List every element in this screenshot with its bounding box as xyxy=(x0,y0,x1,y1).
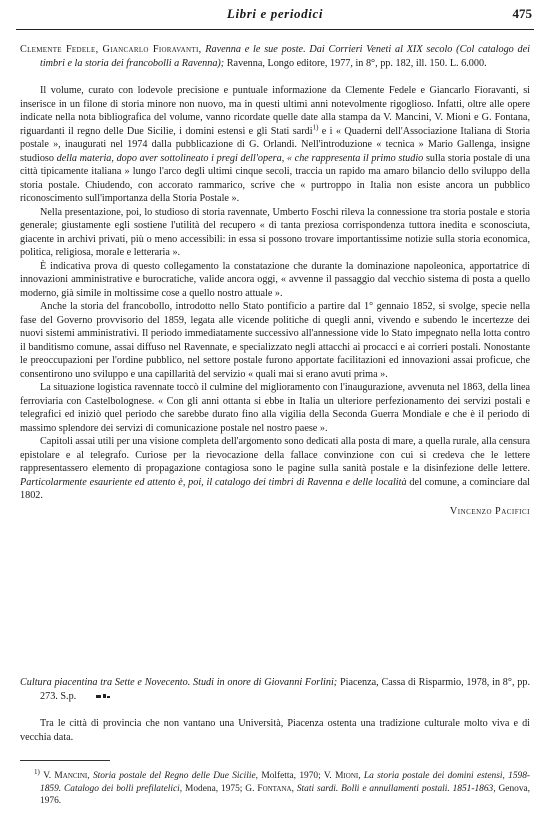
footnote-text: Genova, 1976. xyxy=(40,783,531,807)
paragraph-italic: della materia, dopo aver sottolineato i pregi dell'opera, « che rappresenta il primo studio xyxy=(56,152,424,164)
paragraph-text: e i « Quaderni dell'Associazione Italiana di Storia postale », inaugurati nel 1974 dalla pubblicazione di G. Orlandi. Nell'introduzione « tecnica » Mario Gallenga, insigne studioso xyxy=(20,125,530,164)
citation-publication: Piacenza, Cassa di Risparmio, 1978, in 8°, pp. 273. S.p. xyxy=(40,677,531,702)
footnote xyxy=(20,767,531,808)
ink-mark-icon xyxy=(96,694,110,699)
review-cultura-piacentina xyxy=(20,676,530,744)
footnote-title: Stati sardi. Bolli e annullamenti postali. 1851-1863, xyxy=(296,783,496,794)
review-citation xyxy=(20,43,530,70)
paragraph-text: Il volume, curato con lodevole precisione e puntuale informazione da Clemente Fedele e Giancarlo Fioravanti, si inserisce in un filone di storia minore non nuovo, ma in questi ultimi anni notevolmente rigoglioso. Infatti, oltre alle opere indicate nella nota bibliografica del volume, vanno ricordate quelle date alla stampa da V. Mancini, V. Mioni e G. Fontana, riguardanti il regno delle Due Sicilie, i domini estensi e gli Stati sardi xyxy=(20,85,530,137)
footnote-marker: 1) xyxy=(34,767,40,776)
review-citation xyxy=(20,676,530,703)
review-paragraph: Anche la storia del francobollo, introdotto nello Stato pontificio a partire dal 1° gennaio 1852, si svolge, specie nella fase del Governo provvisorio del 1859, legata alle vicende politiche di quegli anni, vivendo e subendo le incertezze dei nuovi sistemi amministrativi. Il periodo immediatamente successivo all'annessione vide lo Stato impegnato nella lotta contro il banditismo comune, assai diffuso nel Ravennate, e specializzato negli attacchi ai procacci e ai corrieri postali. Nonostante le preoccupazioni per l'ordine pubblico, nel settore postale furono apportate facilitazioni ed innovazioni assai proficue, che consentirono uno sviluppo e una capillarità del servizio « quali mai si erano avuti prima ». xyxy=(20,301,530,380)
footnote-title: La storia postale dei domini estensi, 1598-1859. Catalogo dei bolli prefilatelici, xyxy=(40,771,531,794)
paragraph-text: sulla storia postale di una città tipicamente italiana » lungo l'arco degli ultimi cinque secoli, traccia un rapido ma amaro bilancio dello sviluppo della storia postale. Chiudendo, con accorato rammarico, scrive che « purtroppo in Italia non esiste ancora un pubblico riconoscimento sull'importanza della Storia Postale ». xyxy=(20,152,530,204)
review-paragraph xyxy=(20,435,530,503)
paragraph-text: Capitoli assai utili per una visione completa dell'argomento sono dedicati alla posta di mare, a quella rurale, alla censura epistolare e al telegrafo. Curiose per la rievocazione della fallace convinzione con cui si credeva che le lettere rappresentassero elemento di propagazione contagiosa sono le pagine sulla sanità postale e la disinfezione delle lettere. xyxy=(20,436,530,474)
citation-title: Ravenna e le sue poste. Dai Corrieri Veneti al XIX secolo (Col catalogo dei timbri e la storia dei francobolli a Ravenna); xyxy=(40,44,531,69)
review-paragraph xyxy=(20,84,530,206)
review-paragraph: Tra le città di provincia che non vantano una Università, Piacenza ostenta una tradizione culturale molto viva e di vecchia data. xyxy=(20,718,530,743)
footnote-text: Modena, 1975; G. xyxy=(185,783,258,794)
review-fedele-fioravanti xyxy=(20,43,530,518)
page-number: 475 xyxy=(512,6,532,21)
footnote-text: Molfetta, 1970; V. xyxy=(261,771,336,781)
citation-title: Cultura piacentina tra Sette e Novecento. Studi in onore di Giovanni Forlini; xyxy=(20,677,338,688)
reviewer-signature: Vincenzo Pacifici xyxy=(449,505,530,517)
citation-publication: Ravenna, Longo editore, 1977, in 8°, pp. 182, ill. 150. L. 6.000. xyxy=(226,57,487,69)
paragraph-italic: Particolarmente esauriente ed attento è, poi, il catalogo dei timbri di Ravenna e delle località xyxy=(20,476,407,488)
review-paragraph: È indicativa prova di questo collegamento la constatazione che durante la dominazione napoleonica, apportatrice di innovazioni amministrative e burocratiche, valide ancora oggi, « avvenne il passaggio dal vecchio sistema di posta a quello moderno, già simile in moltissime cose a quello nostro attuale ». xyxy=(20,260,530,299)
footnotes xyxy=(20,767,531,808)
review-paragraph: La situazione logistica ravennate toccò il culmine del miglioramento con l'inaugurazione, avvenuta nel 1863, della linea ferroviaria con Castelbolognese. « Con gli anni ottanta si ebbe in Italia un ulteriore perfezionamento dei servizi postali e telegrafici ed iniziò quel periodo che sarebbe durato fino alla vigilia della Seconda Guerra Mondiale e che è il periodo di massimo splendore dei servizi di comunicazione postale nel nostro paese ». xyxy=(20,382,530,434)
paragraph-text: del comune, a cominciare dal 1802. xyxy=(20,476,530,501)
footnote-divider xyxy=(20,760,110,761)
review-paragraph: Nella presentazione, poi, lo studioso di storia ravennate, Umberto Foschi rileva la connessione tra storia postale e storia generale; giustamente egli sostiene l'utilità del recupero « di tanta preziosa corrispondenza tuttora inedita e sconosciuta, giacente in archivi privati, più o meno accessibili: in essa si possono trovare importantissime notizie sulla storia economica, politica, religiosa, morale e letteraria ». xyxy=(20,206,530,258)
page-header xyxy=(16,7,534,30)
footnote-author: V. Mancini, xyxy=(43,771,90,781)
footnote-author: Fontana, xyxy=(257,783,294,794)
running-title: Libri e periodici xyxy=(226,6,324,21)
citation-authors: Clemente Fedele, Giancarlo Fioravanti, xyxy=(20,44,202,55)
footnote-title: Storia postale del Regno delle Due Sicilie, xyxy=(92,771,259,781)
review-body xyxy=(20,717,530,744)
review-body xyxy=(20,84,530,518)
footnote-author: Mioni, xyxy=(335,771,361,781)
footnote-ref: 1) xyxy=(312,123,319,132)
